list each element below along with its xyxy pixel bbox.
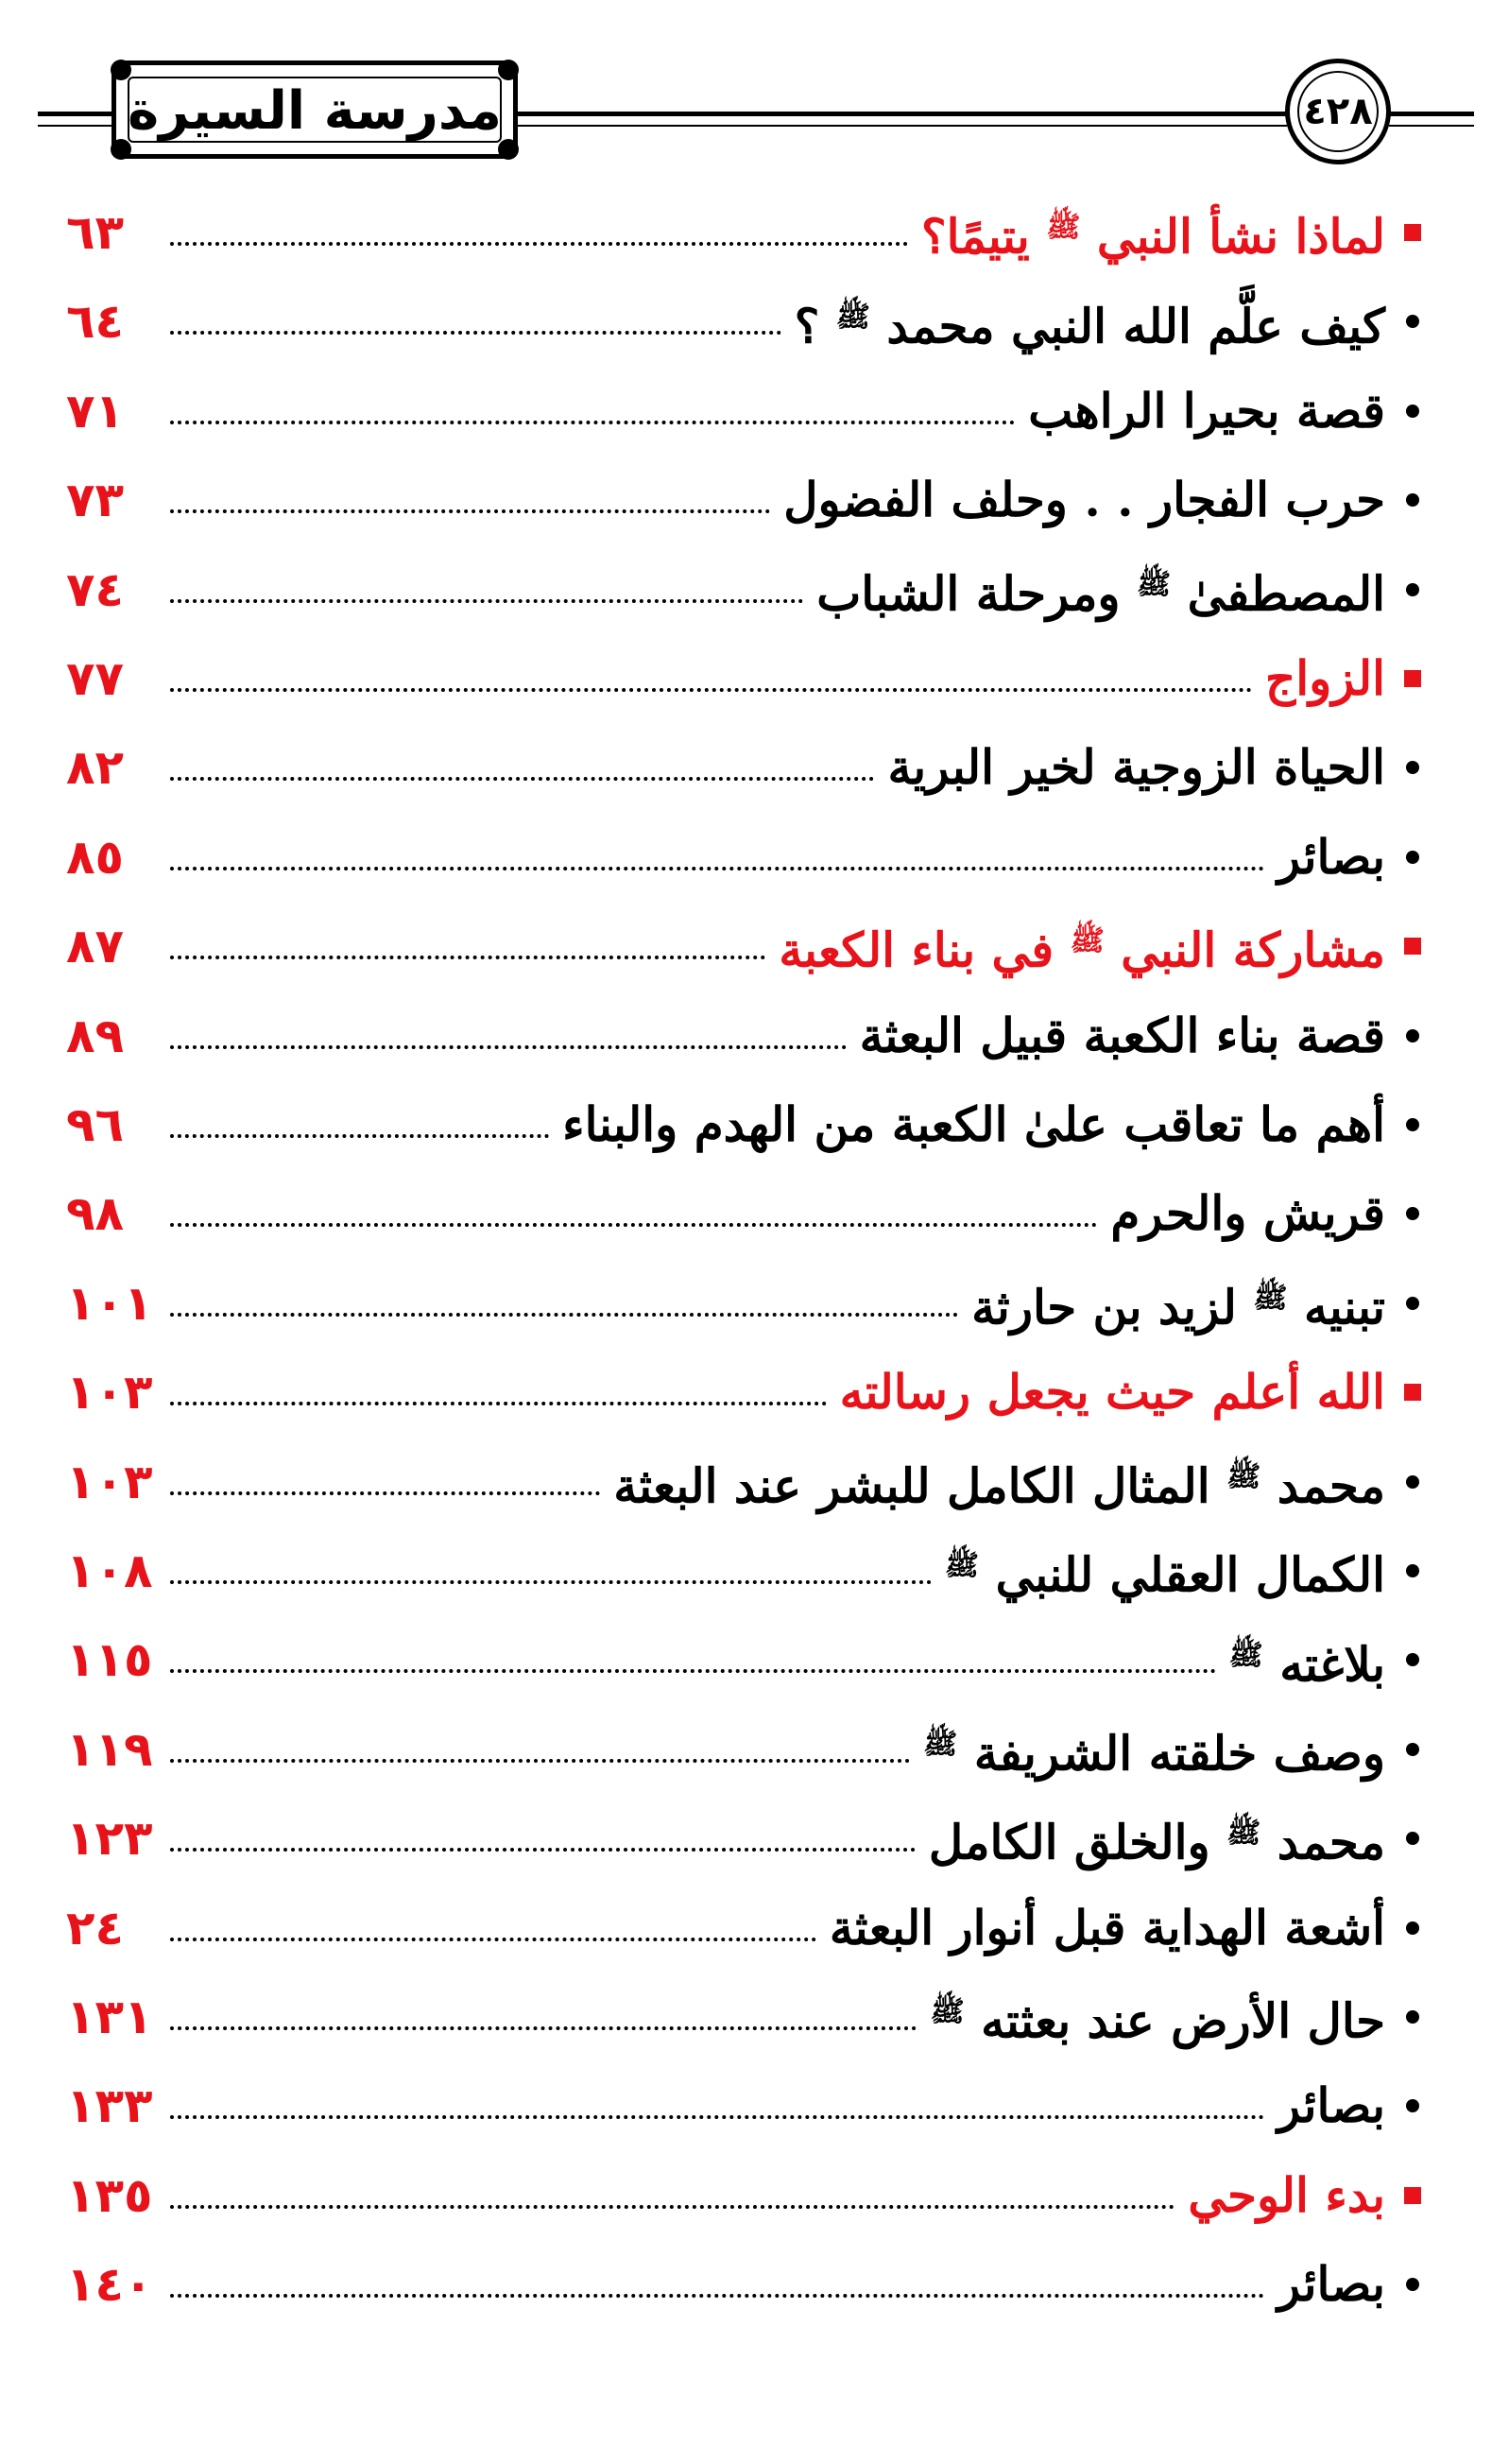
toc-title-part: ؟ <box>794 298 820 354</box>
toc-title-part: المثال الكامل للبشر عند البعثة <box>613 1457 1210 1514</box>
toc-title-part: قريش والحرم <box>1110 1185 1385 1242</box>
toc-title-part: لماذا نشأ النبي <box>1096 208 1385 265</box>
header-rule-right <box>1389 112 1474 116</box>
toc-entry-row[interactable] <box>66 2062 1427 2149</box>
black-dot-bullet-icon <box>1398 493 1427 507</box>
toc-title-part: الحياة الزوجية لخير البرية <box>887 739 1385 796</box>
toc-title-part: في بناء الكعبة <box>779 922 1055 979</box>
toc-title-part: بصائر <box>1277 2256 1385 2313</box>
toc-entry-row[interactable] <box>66 1795 1427 1882</box>
dot-leader <box>170 2115 1264 2119</box>
toc-page-number: ١٠٨ <box>66 1543 153 1598</box>
dot-leader <box>170 1045 847 1049</box>
salawat-glyph: ﷺ <box>930 1995 965 2029</box>
toc-title-part: بدء الوحي <box>1188 2166 1385 2223</box>
toc-page-number: ١٢٣ <box>66 1811 153 1867</box>
dot-leader <box>170 1134 549 1138</box>
dot-leader <box>170 421 1015 424</box>
toc-title <box>1264 814 1398 901</box>
dot-leader <box>170 1669 1216 1673</box>
toc-entry-row[interactable] <box>66 278 1427 365</box>
black-dot-bullet-icon <box>1398 851 1427 864</box>
toc-entry-row[interactable] <box>66 1081 1427 1168</box>
black-dot-bullet-icon <box>1398 1653 1427 1666</box>
red-square-bullet-icon <box>1398 670 1427 687</box>
toc-entry-row[interactable] <box>66 1439 1427 1525</box>
toc-page-number: ١٣٣ <box>66 2078 153 2134</box>
black-dot-bullet-icon <box>1398 583 1427 596</box>
toc-page-number: ٨٥ <box>66 829 125 885</box>
toc-entry-row[interactable] <box>66 1527 1427 1614</box>
page-number: ٤٢٨ <box>1303 90 1373 133</box>
toc-page-number: ٧٤ <box>66 561 125 617</box>
dot-leader <box>170 777 874 781</box>
toc-title <box>781 274 1398 370</box>
toc-title <box>932 1523 1398 1619</box>
toc-title <box>803 542 1398 638</box>
dot-leader <box>170 331 781 335</box>
red-square-bullet-icon <box>1398 2187 1427 2204</box>
toc-page-number: ١٣٥ <box>66 2167 153 2223</box>
page-header <box>0 45 1509 187</box>
book-title: مدرسة السيرة <box>128 80 502 142</box>
salawat-glyph: ﷺ <box>1136 567 1172 601</box>
toc-page-number: ١٣١ <box>66 1990 153 2044</box>
toc-page-number: ١٠٣ <box>66 1365 153 1421</box>
toc-page-number: ٨٧ <box>66 919 125 974</box>
header-rule-right-thin <box>1389 125 1474 127</box>
toc-title <box>1015 368 1398 455</box>
toc-page-number: ١٠١ <box>66 1275 153 1331</box>
black-dot-bullet-icon <box>1398 405 1427 418</box>
toc-entry-row[interactable] <box>66 457 1427 543</box>
toc-entry-row[interactable] <box>66 1973 1427 2060</box>
toc-entry-row[interactable] <box>66 546 1427 633</box>
dot-leader <box>170 2294 1264 2298</box>
toc-page-number: ١٤٠ <box>66 2257 153 2313</box>
toc-page-number: ٧٧ <box>66 651 125 706</box>
toc-entry-row[interactable] <box>66 1260 1427 1347</box>
toc-title-part: والخلق الكامل <box>928 1815 1210 1871</box>
dot-leader <box>170 2026 917 2030</box>
dot-leader <box>170 1402 827 1405</box>
dot-leader <box>170 956 765 959</box>
toc-title <box>1216 1612 1398 1709</box>
toc-title <box>770 457 1398 543</box>
toc-title <box>1175 2152 1398 2239</box>
toc-entry-row[interactable] <box>66 1885 1427 1972</box>
toc-title <box>827 1349 1398 1436</box>
black-dot-bullet-icon <box>1398 761 1427 774</box>
toc-title <box>1097 1170 1398 1257</box>
salawat-glyph: ﷺ <box>1070 924 1105 958</box>
toc-heading-row[interactable] <box>66 189 1427 276</box>
toc-page-number: ٨٩ <box>66 1008 125 1063</box>
dot-leader <box>170 2205 1175 2209</box>
dot-leader <box>170 1491 600 1495</box>
toc-entry-row[interactable] <box>66 724 1427 811</box>
toc-page-number: ١٠٣ <box>66 1454 153 1509</box>
book-title-frame <box>111 60 518 159</box>
toc-title <box>908 184 1398 281</box>
toc-title-part: بصائر <box>1277 2077 1385 2134</box>
toc-title <box>816 1885 1398 1972</box>
header-rule-middle-thin <box>516 125 1287 127</box>
toc-title-part: تبنيه <box>1304 1279 1385 1335</box>
black-dot-bullet-icon <box>1398 1564 1427 1577</box>
black-dot-bullet-icon <box>1398 1118 1427 1131</box>
toc-title-part: المصطفىٰ <box>1187 565 1385 622</box>
page-number-frame <box>1285 59 1391 164</box>
toc-title-part: يتيمًا؟ <box>921 208 1030 265</box>
red-square-bullet-icon <box>1398 938 1427 955</box>
toc-page-number: ٩٨ <box>66 1186 125 1242</box>
toc-title-part: حرب الفجار . . وحلف الفضول <box>783 472 1385 528</box>
red-square-bullet-icon <box>1398 1384 1427 1401</box>
toc-title-part: حال الأرض عند بعثته <box>981 1992 1385 2049</box>
toc-title-part: الله أعلم حيث يجعل رسالته <box>839 1364 1385 1421</box>
black-dot-bullet-icon <box>1398 1297 1427 1310</box>
dot-leader <box>170 242 908 246</box>
toc-title-part: الزواج <box>1264 650 1385 706</box>
toc-heading-row[interactable] <box>66 1349 1427 1436</box>
black-dot-bullet-icon <box>1398 1475 1427 1489</box>
black-dot-bullet-icon <box>1398 1921 1427 1935</box>
toc-heading-row[interactable] <box>66 2152 1427 2239</box>
toc-title <box>1264 2241 1398 2328</box>
red-square-bullet-icon <box>1398 224 1427 241</box>
toc-title-part: ومرحلة الشباب <box>816 565 1121 622</box>
toc-page-number: ٨٢ <box>66 740 125 796</box>
black-dot-bullet-icon <box>1398 2099 1427 2112</box>
toc-page-number: ١١٩ <box>66 1721 153 1777</box>
salawat-glyph: ﷺ <box>1253 1281 1288 1315</box>
toc-title <box>847 992 1398 1079</box>
dot-leader <box>170 1759 910 1763</box>
toc-title-part: بصائر <box>1277 828 1385 885</box>
toc-title-part: لزيد بن حارثة <box>971 1279 1237 1335</box>
black-dot-bullet-icon <box>1398 1832 1427 1845</box>
toc-heading-row[interactable] <box>66 635 1427 722</box>
toc-title-part: وصف خلقته الشريفة <box>973 1725 1385 1782</box>
toc-entry-row[interactable] <box>66 368 1427 455</box>
toc-page-number: ٧١ <box>66 383 125 439</box>
toc-title <box>1264 2062 1398 2149</box>
black-dot-bullet-icon <box>1398 1207 1427 1220</box>
salawat-glyph: ﷺ <box>923 1727 958 1761</box>
toc-title-part: قصة بناء الكعبة قبيل البعثة <box>859 1007 1385 1063</box>
toc-title <box>600 1434 1398 1530</box>
toc-entry-row[interactable] <box>66 2241 1427 2328</box>
black-dot-bullet-icon <box>1398 2010 1427 2024</box>
toc-entry-row[interactable] <box>66 814 1427 901</box>
header-rule-left-thin <box>38 125 113 127</box>
toc-title <box>549 1081 1398 1168</box>
toc-entry-row[interactable] <box>66 1706 1427 1793</box>
salawat-glyph: ﷺ <box>1228 1638 1263 1672</box>
header-rule-middle <box>516 112 1287 116</box>
toc-title-part: محمد <box>1277 1457 1385 1514</box>
salawat-glyph: ﷺ <box>1226 1817 1261 1851</box>
black-dot-bullet-icon <box>1398 315 1427 328</box>
salawat-glyph: ﷺ <box>944 1549 980 1583</box>
dot-leader <box>170 867 1264 870</box>
toc-entry-row[interactable] <box>66 992 1427 1079</box>
dot-leader <box>170 1580 932 1584</box>
toc-title <box>958 1255 1398 1352</box>
dot-leader <box>170 599 803 603</box>
toc-title <box>916 1790 1398 1887</box>
black-dot-bullet-icon <box>1398 1743 1427 1756</box>
dot-leader <box>170 688 1252 692</box>
dot-leader <box>170 1223 1097 1227</box>
toc-page-number: ٩٦ <box>66 1097 125 1152</box>
dot-leader <box>170 509 770 513</box>
toc-title <box>917 1969 1398 2065</box>
toc-page-number: ٢٤ <box>66 1900 125 1956</box>
dot-leader <box>170 1938 816 1941</box>
header-rule-left <box>38 112 113 116</box>
toc-page-number: ٦٣ <box>66 205 125 260</box>
salawat-glyph: ﷺ <box>1226 1459 1261 1493</box>
toc-page-number: ٦٤ <box>66 294 125 350</box>
toc-title-part: محمد <box>1277 1815 1385 1871</box>
toc-title-part: بلاغته <box>1279 1636 1385 1693</box>
dot-leader <box>170 1313 958 1317</box>
toc-title <box>910 1701 1398 1798</box>
salawat-glyph: ﷺ <box>1046 211 1081 245</box>
toc-page-number: ٧٣ <box>66 473 125 528</box>
dot-leader <box>170 1848 916 1852</box>
toc-title-part: كيف علَّم الله النبي محمد <box>886 298 1385 354</box>
toc-title <box>874 724 1398 811</box>
toc-entry-row[interactable] <box>66 1170 1427 1257</box>
toc-title-part: مشاركة النبي <box>1121 922 1385 979</box>
black-dot-bullet-icon <box>1398 1029 1427 1042</box>
toc-page-number: ١١٥ <box>66 1632 153 1688</box>
toc-title <box>765 898 1398 994</box>
salawat-glyph: ﷺ <box>835 300 870 334</box>
toc-entry-row[interactable] <box>66 1616 1427 1703</box>
toc-title-part: الكمال العقلي للنبي <box>995 1546 1385 1603</box>
toc-title-part: أهم ما تعاقب علىٰ الكعبة من الهدم والبناء <box>562 1096 1385 1152</box>
toc-title <box>1252 635 1398 722</box>
toc-title-part: أشعة الهداية قبل أنوار البعثة <box>829 1899 1385 1956</box>
black-dot-bullet-icon <box>1398 2278 1427 2291</box>
toc-heading-row[interactable] <box>66 903 1427 990</box>
toc-title-part: قصة بحيرا الراهب <box>1028 382 1385 439</box>
